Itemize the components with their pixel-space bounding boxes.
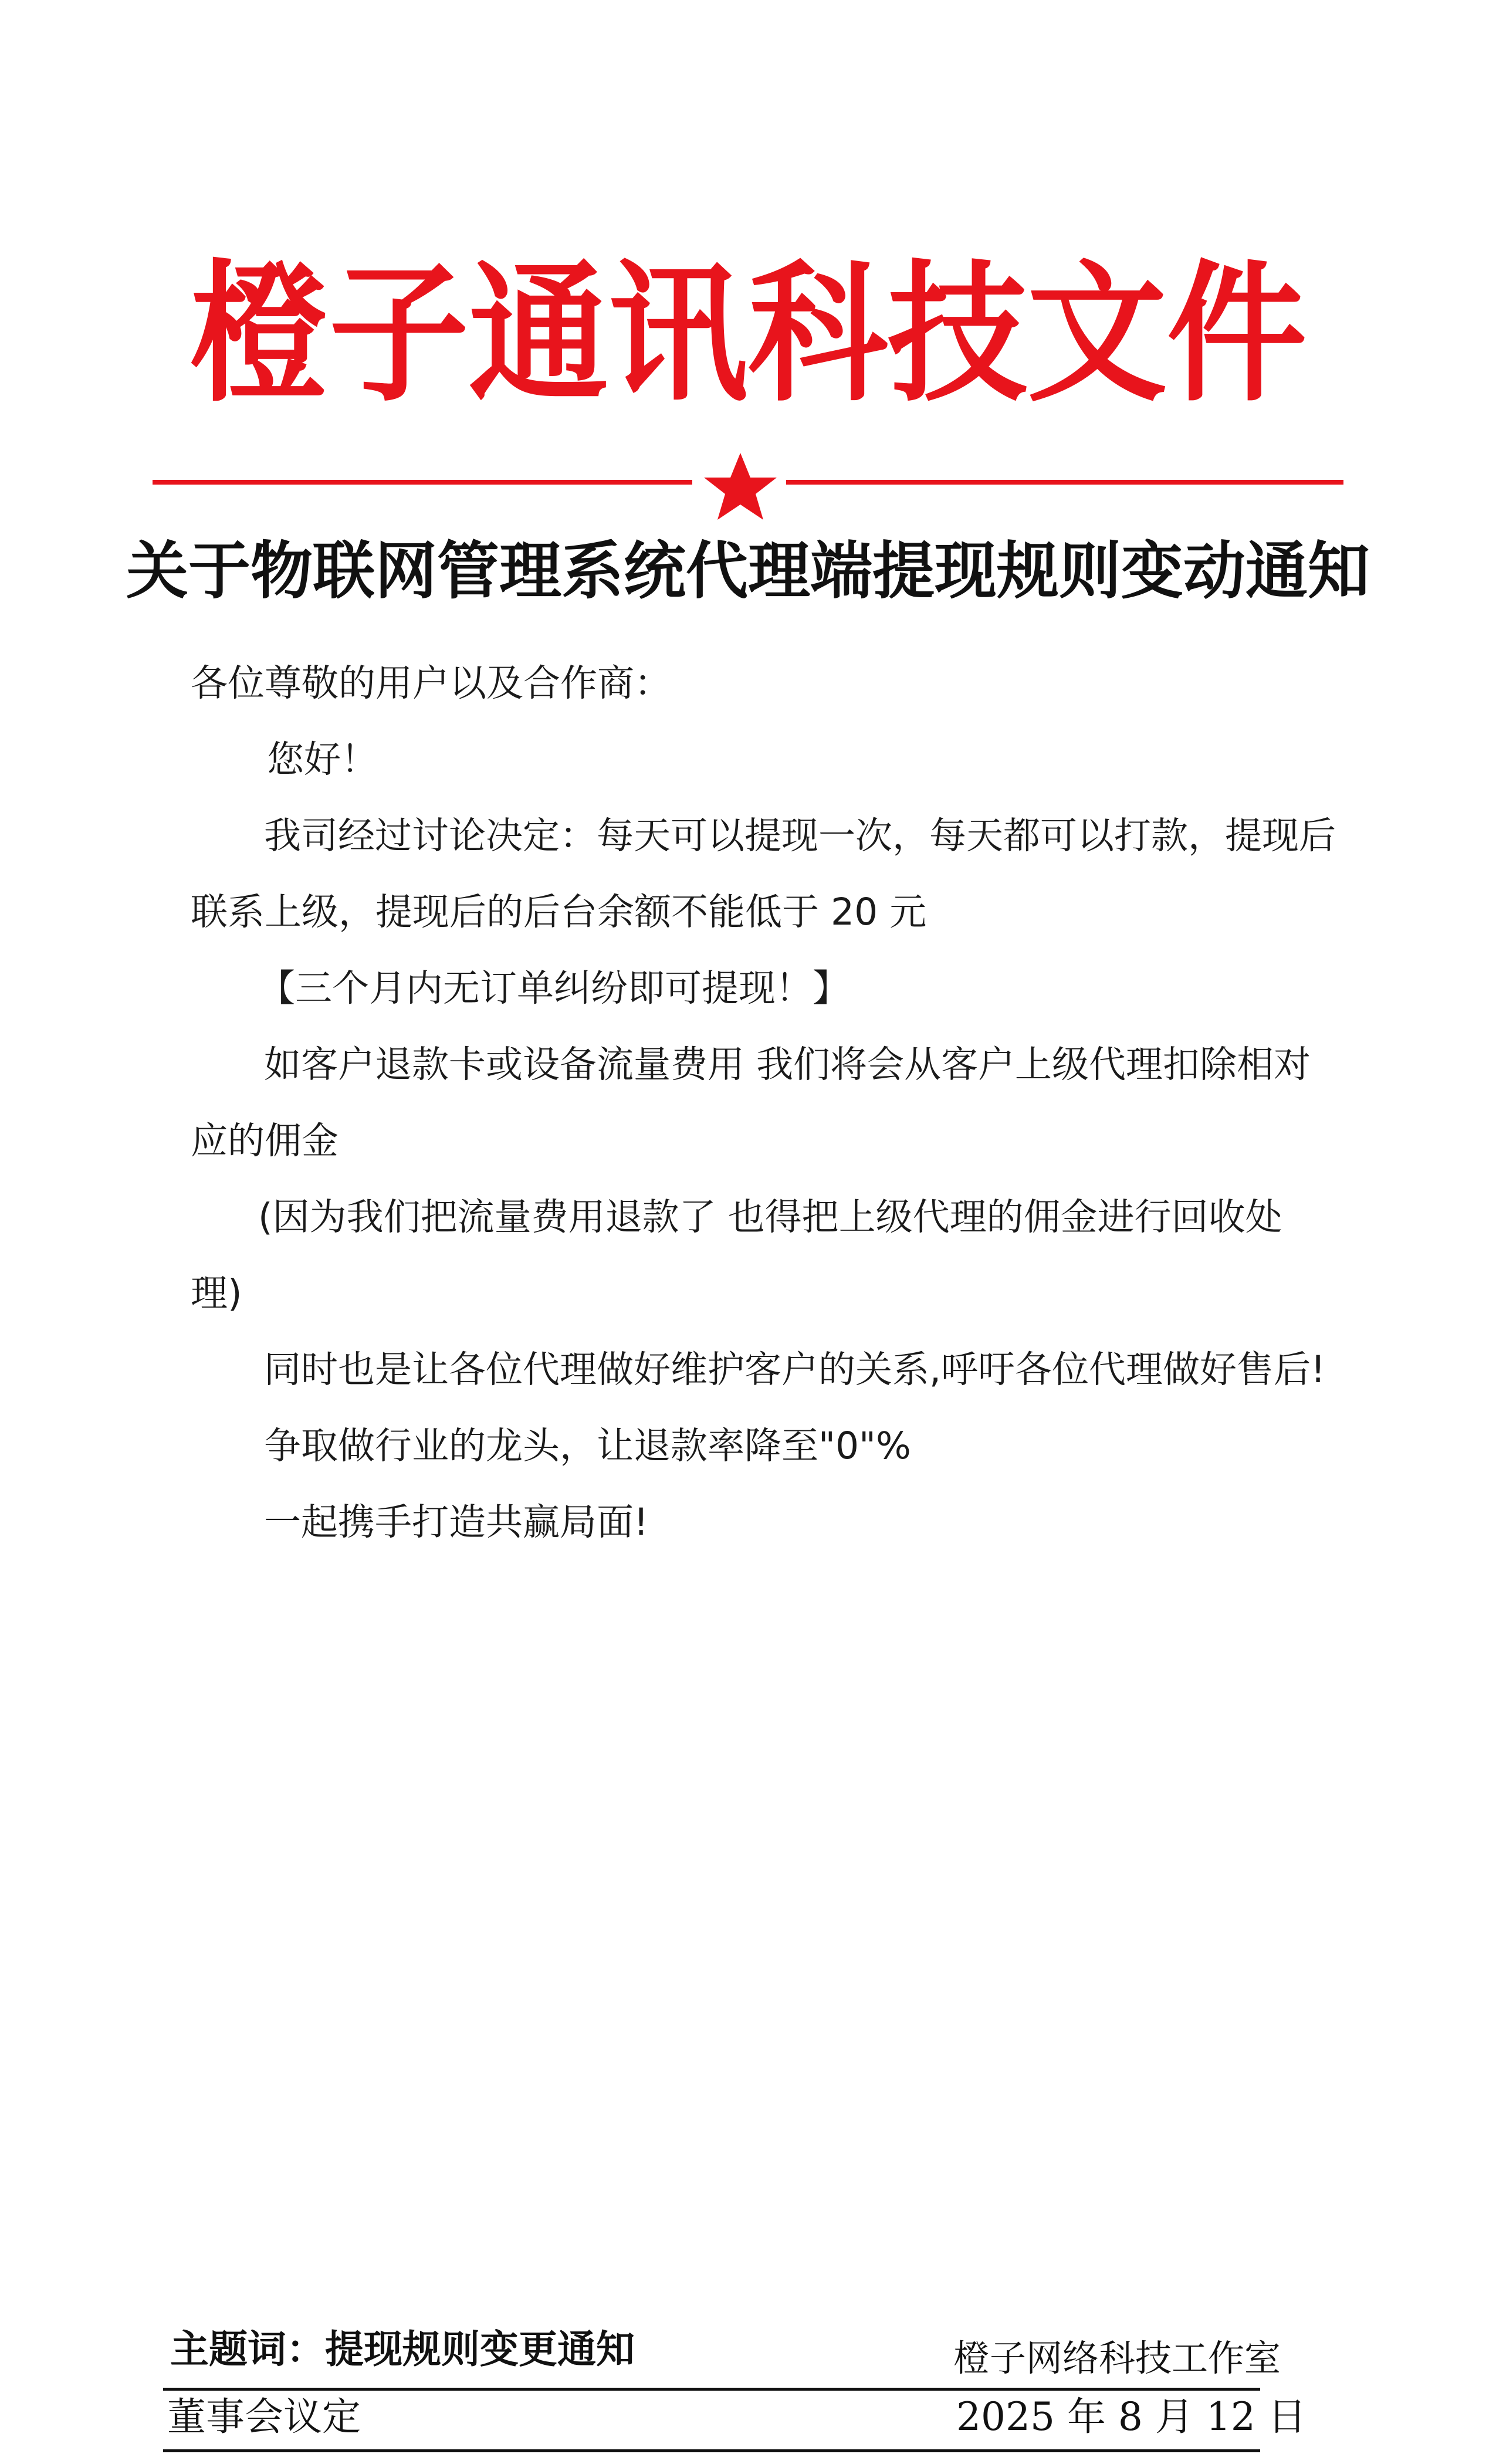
masthead-title: 橙子通讯科技文件 [189, 245, 1307, 423]
paragraph-2: 【三个月内无订单纠纷即可提现！】 [258, 967, 849, 1010]
paragraph-3-line-2: 应的佣金 [191, 1119, 339, 1162]
paragraph-7: 一起携手打造共赢局面! [264, 1501, 649, 1544]
masthead-divider-right [786, 480, 1343, 485]
paragraph-3-line-1: 如客户退款卡或设备流量费用 我们将会从客户上级代理扣除相对 [264, 1043, 1311, 1086]
star-icon [697, 452, 784, 522]
paragraph-1-line-1: 我司经过讨论决定：每天可以提现一次，每天都可以打款，提现后 [264, 814, 1336, 857]
footer-bottom-divider [163, 2449, 1260, 2452]
document-date: 2025 年 8 月 12 日 [956, 2394, 1307, 2439]
document-title: 关于物联网管理系统代理端提现规则变动通知 [126, 534, 1370, 607]
subject-keywords: 主题词：提现规则变更通知 [170, 2327, 635, 2372]
greeting: 各位尊敬的用户以及合作商： [191, 662, 671, 705]
approval-body: 董事会议定 [167, 2394, 361, 2439]
masthead-divider-left [153, 480, 692, 485]
salutation: 您好！ [267, 738, 378, 781]
paragraph-1-line-2: 联系上级，提现后的后台余额不能低于 20 元 [191, 891, 927, 933]
paragraph-4-line-1: (因为我们把流量费用退款了 也得把上级代理的佣金进行回收处 [258, 1196, 1282, 1238]
paragraph-5: 同时也是让各位代理做好维护客户的关系,呼吁各位代理做好售后! [264, 1348, 1326, 1391]
issuer-name: 橙子网络科技工作室 [953, 2337, 1281, 2380]
paragraph-4-line-2: 理) [191, 1272, 242, 1315]
paragraph-6: 争取做行业的龙头，让退款率降至"0"% [264, 1424, 911, 1467]
